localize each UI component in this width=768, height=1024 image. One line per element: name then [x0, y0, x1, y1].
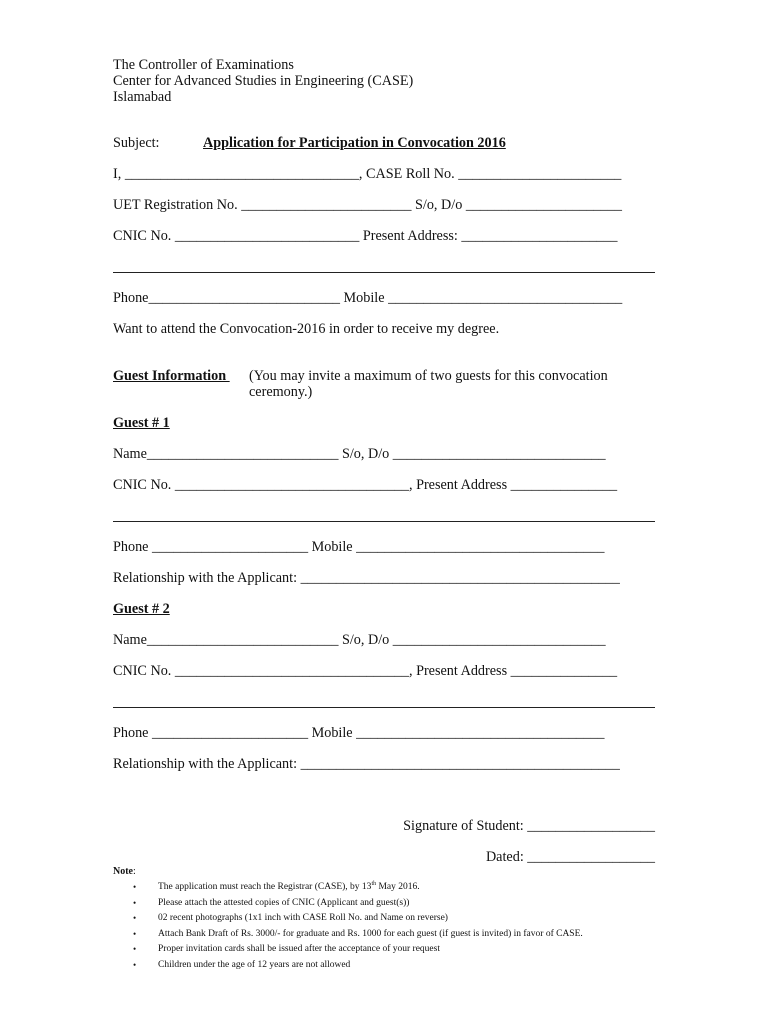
note-item1-pre: The application must reach the Registrar (CASE), by 13	[158, 882, 372, 892]
guest-info-heading: Guest Information	[113, 368, 230, 384]
note-item4: Attach Bank Draft of Rs. 3000/- for graduate and Rs. 1000 for each guest (if guest is invited) in favor of CASE.	[158, 928, 583, 939]
subject-label: Subject:	[113, 135, 160, 151]
note-item5: Proper invitation cards shall be issued after the acceptance of your request	[158, 944, 440, 955]
guest1-cnic-line: CNIC No. _________________________________, Present Address _______________	[113, 477, 618, 493]
applicant-cnic-line: CNIC No. __________________________ Present Address: ______________________	[113, 228, 618, 244]
bullet-icon: •	[133, 897, 137, 908]
note-item6: Children under the age of 12 years are not allowed	[158, 959, 351, 970]
guest2-cnic-line: CNIC No. _________________________________, Present Address _______________	[113, 663, 618, 679]
guest-info-note-line2: ceremony.)	[249, 384, 313, 400]
applicant-name-line: I, _________________________________, CASE Roll No. _______________________	[113, 166, 622, 182]
bullet-icon: •	[133, 928, 137, 939]
notes-list	[113, 880, 583, 974]
note-item	[113, 927, 583, 943]
guest1-address-rule	[113, 521, 655, 522]
note-item1-post: May 2016.	[376, 882, 420, 892]
addressee-title: The Controller of Examinations	[113, 57, 294, 73]
attendance-statement: Want to attend the Convocation-2016 in order to receive my degree.	[113, 321, 500, 337]
applicant-registration-line: UET Registration No. ________________________ S/o, D/o ______________________	[113, 197, 622, 213]
note-item2: Please attach the attested copies of CNIC (Applicant and guest(s))	[158, 897, 410, 908]
guest2-name-line: Name___________________________ S/o, D/o ______________________________	[113, 632, 606, 648]
applicant-address-rule	[113, 272, 655, 273]
note-item	[113, 880, 583, 896]
guest2-phone-line: Phone ______________________ Mobile ___________________________________	[113, 725, 605, 741]
guest1-name-line: Name___________________________ S/o, D/o ______________________________	[113, 446, 606, 462]
bullet-icon: •	[133, 959, 137, 970]
subject-title: Application for Participation in Convocation 2016	[203, 135, 506, 151]
note-colon: :	[133, 866, 136, 877]
guest1-heading: Guest # 1	[113, 415, 170, 431]
note-item	[113, 896, 583, 912]
dated-line: Dated: __________________	[485, 849, 655, 865]
note-item1-sup: th	[371, 880, 377, 887]
guest2-address-rule	[113, 707, 655, 708]
note-item	[113, 911, 583, 927]
note-item	[113, 958, 583, 974]
guest1-relationship-line: Relationship with the Applicant: _____________________________________________	[113, 570, 620, 586]
signature-line: Signature of Student: __________________	[403, 818, 655, 834]
note-heading	[113, 866, 136, 877]
bullet-icon: •	[133, 882, 137, 892]
addressee-city: Islamabad	[113, 89, 172, 105]
applicant-phone-line: Phone___________________________ Mobile _________________________________	[113, 290, 623, 306]
guest2-relationship-line: Relationship with the Applicant: _____________________________________________	[113, 756, 620, 772]
note-item3: 02 recent photographs (1x1 inch with CASE Roll No. and Name on reverse)	[158, 913, 448, 924]
bullet-icon: •	[133, 944, 137, 955]
guest-info-note-line1: (You may invite a maximum of two guests for this convocation	[249, 368, 608, 384]
guest1-phone-line: Phone ______________________ Mobile ___________________________________	[113, 539, 605, 555]
guest2-heading: Guest # 2	[113, 601, 170, 617]
addressee-institution: Center for Advanced Studies in Engineering (CASE)	[113, 73, 414, 89]
note-item	[113, 942, 583, 958]
note-title: Note	[113, 866, 133, 877]
bullet-icon: •	[133, 913, 137, 924]
